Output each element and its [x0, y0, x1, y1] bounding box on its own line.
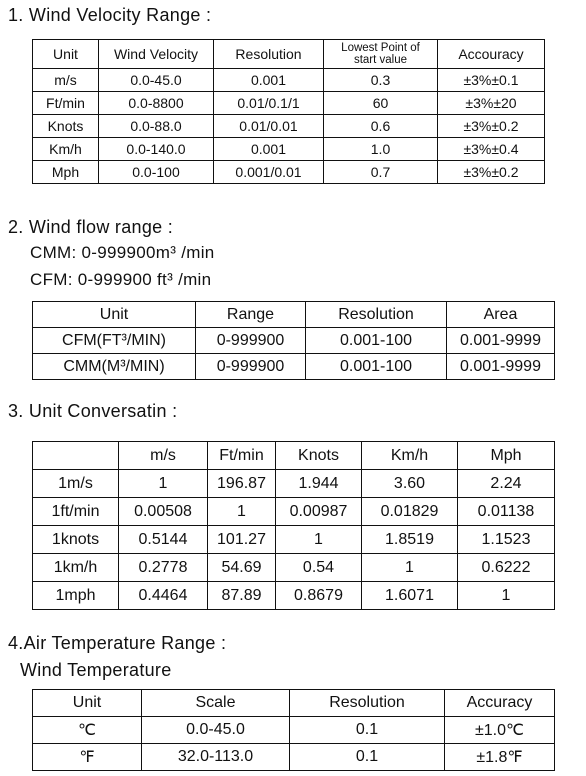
- table-row: [33, 582, 555, 610]
- cell: Ft/min: [33, 92, 99, 115]
- cell: ℉: [33, 744, 142, 771]
- cell: ±1.0℃: [445, 717, 555, 744]
- header-unit: Unit: [33, 690, 142, 717]
- temperature-table: [32, 689, 555, 771]
- cell: 0.01829: [362, 498, 458, 526]
- section-4-title: 4.Air Temperature Range :: [8, 633, 227, 653]
- header-lowest-point-text: Lowest Point of start value: [341, 42, 420, 66]
- cell: CMM(M³/MIN): [33, 354, 196, 380]
- cell: 0.0-88.0: [99, 115, 214, 138]
- cell: ±3%±0.2: [438, 161, 545, 184]
- cell: Km/h: [33, 138, 99, 161]
- cell: ±3%±20: [438, 92, 545, 115]
- cell: 0.4464: [119, 582, 208, 610]
- header-ftmin: Ft/min: [208, 442, 276, 470]
- cell: 0.7: [324, 161, 438, 184]
- cell: 0.0-45.0: [99, 69, 214, 92]
- table-row: [33, 498, 555, 526]
- table-row: [33, 161, 545, 184]
- header-unit: Unit: [33, 40, 99, 69]
- cell: 0.5144: [119, 526, 208, 554]
- cell: 0.001: [214, 69, 324, 92]
- table-row: [33, 526, 555, 554]
- header-area: Area: [447, 302, 555, 328]
- cell: 2.24: [458, 470, 555, 498]
- section-1-title: 1. Wind Velocity Range :: [8, 5, 212, 25]
- header-kmh: Km/h: [362, 442, 458, 470]
- cell: 60: [324, 92, 438, 115]
- cell: 32.0-113.0: [142, 744, 290, 771]
- cell: CFM(FT³/MIN): [33, 328, 196, 354]
- cmm-range-line: CMM: 0-999900m³ /min: [30, 243, 215, 262]
- cell: 0.001/0.01: [214, 161, 324, 184]
- cell: 0.001-9999: [447, 328, 555, 354]
- cell: ±1.8℉: [445, 744, 555, 771]
- cell: 1: [276, 526, 362, 554]
- header-mph: Mph: [458, 442, 555, 470]
- cell: m/s: [33, 69, 99, 92]
- cell: 0.6222: [458, 554, 555, 582]
- cell: 1.0: [324, 138, 438, 161]
- table-row: [33, 354, 555, 380]
- cell: 1mph: [33, 582, 119, 610]
- cell: 0.001-100: [306, 354, 447, 380]
- header-accuracy: Accuracy: [445, 690, 555, 717]
- cfm-range-line: CFM: 0-999900 ft³ /min: [30, 270, 212, 289]
- section-3-title: 3. Unit Conversatin :: [8, 401, 178, 421]
- section-2-title: 2. Wind flow range :: [8, 217, 174, 237]
- cell: 87.89: [208, 582, 276, 610]
- table-row: [33, 115, 545, 138]
- cell: 0.0-8800: [99, 92, 214, 115]
- cell: 1knots: [33, 526, 119, 554]
- cell: 0.54: [276, 554, 362, 582]
- cell: 196.87: [208, 470, 276, 498]
- cell: 0-999900: [196, 328, 306, 354]
- cell: 0.0-140.0: [99, 138, 214, 161]
- cell: 0.0-100: [99, 161, 214, 184]
- cell: 3.60: [362, 470, 458, 498]
- cell: 1: [458, 582, 555, 610]
- cell: 0-999900: [196, 354, 306, 380]
- cell: 101.27: [208, 526, 276, 554]
- table-row: [33, 554, 555, 582]
- table-row: [33, 69, 545, 92]
- table-row: [33, 92, 545, 115]
- table-row: [33, 328, 555, 354]
- header-wind-velocity: Wind Velocity: [99, 40, 214, 69]
- table-row: [33, 744, 555, 771]
- cell: 0.01138: [458, 498, 555, 526]
- cell: 0.8679: [276, 582, 362, 610]
- cell: 0.01/0.01: [214, 115, 324, 138]
- header-ms: m/s: [119, 442, 208, 470]
- cell: ±3%±0.4: [438, 138, 545, 161]
- cell: 1.944: [276, 470, 362, 498]
- cell: 1.6071: [362, 582, 458, 610]
- header-unit: Unit: [33, 302, 196, 328]
- section-4-subtitle: Wind Temperature: [20, 660, 172, 680]
- cell: 1m/s: [33, 470, 119, 498]
- cell: 0.6: [324, 115, 438, 138]
- cell: 0.01/0.1/1: [214, 92, 324, 115]
- header-blank: [33, 442, 119, 470]
- cell: 1: [119, 470, 208, 498]
- header-lowest-point: [324, 40, 438, 69]
- cell: 1: [208, 498, 276, 526]
- cell: 1.1523: [458, 526, 555, 554]
- table-row: [33, 717, 555, 744]
- cell: 0.001: [214, 138, 324, 161]
- cell: 1km/h: [33, 554, 119, 582]
- cell: 1: [362, 554, 458, 582]
- cell: 0.1: [290, 744, 445, 771]
- cell: 54.69: [208, 554, 276, 582]
- table-row: [33, 138, 545, 161]
- header-range: Range: [196, 302, 306, 328]
- cell: Mph: [33, 161, 99, 184]
- header-knots: Knots: [276, 442, 362, 470]
- cell: 0.001-100: [306, 328, 447, 354]
- wind-flow-table: [32, 301, 555, 380]
- cell: 1ft/min: [33, 498, 119, 526]
- cell: 0.00987: [276, 498, 362, 526]
- header-scale: Scale: [142, 690, 290, 717]
- cell: 0.3: [324, 69, 438, 92]
- wind-velocity-table: [32, 39, 545, 184]
- header-accuracy: Accouracy: [438, 40, 545, 69]
- header-resolution: Resolution: [290, 690, 445, 717]
- cell: Knots: [33, 115, 99, 138]
- table-row: [33, 470, 555, 498]
- cell: 0.00508: [119, 498, 208, 526]
- cell: 0.1: [290, 717, 445, 744]
- cell: 1.8519: [362, 526, 458, 554]
- cell: 0.2778: [119, 554, 208, 582]
- cell: ℃: [33, 717, 142, 744]
- cell: 0.001-9999: [447, 354, 555, 380]
- header-resolution: Resolution: [214, 40, 324, 69]
- unit-conversion-table: [32, 441, 555, 610]
- cell: ±3%±0.2: [438, 115, 545, 138]
- cell: 0.0-45.0: [142, 717, 290, 744]
- header-resolution: Resolution: [306, 302, 447, 328]
- cell: ±3%±0.1: [438, 69, 545, 92]
